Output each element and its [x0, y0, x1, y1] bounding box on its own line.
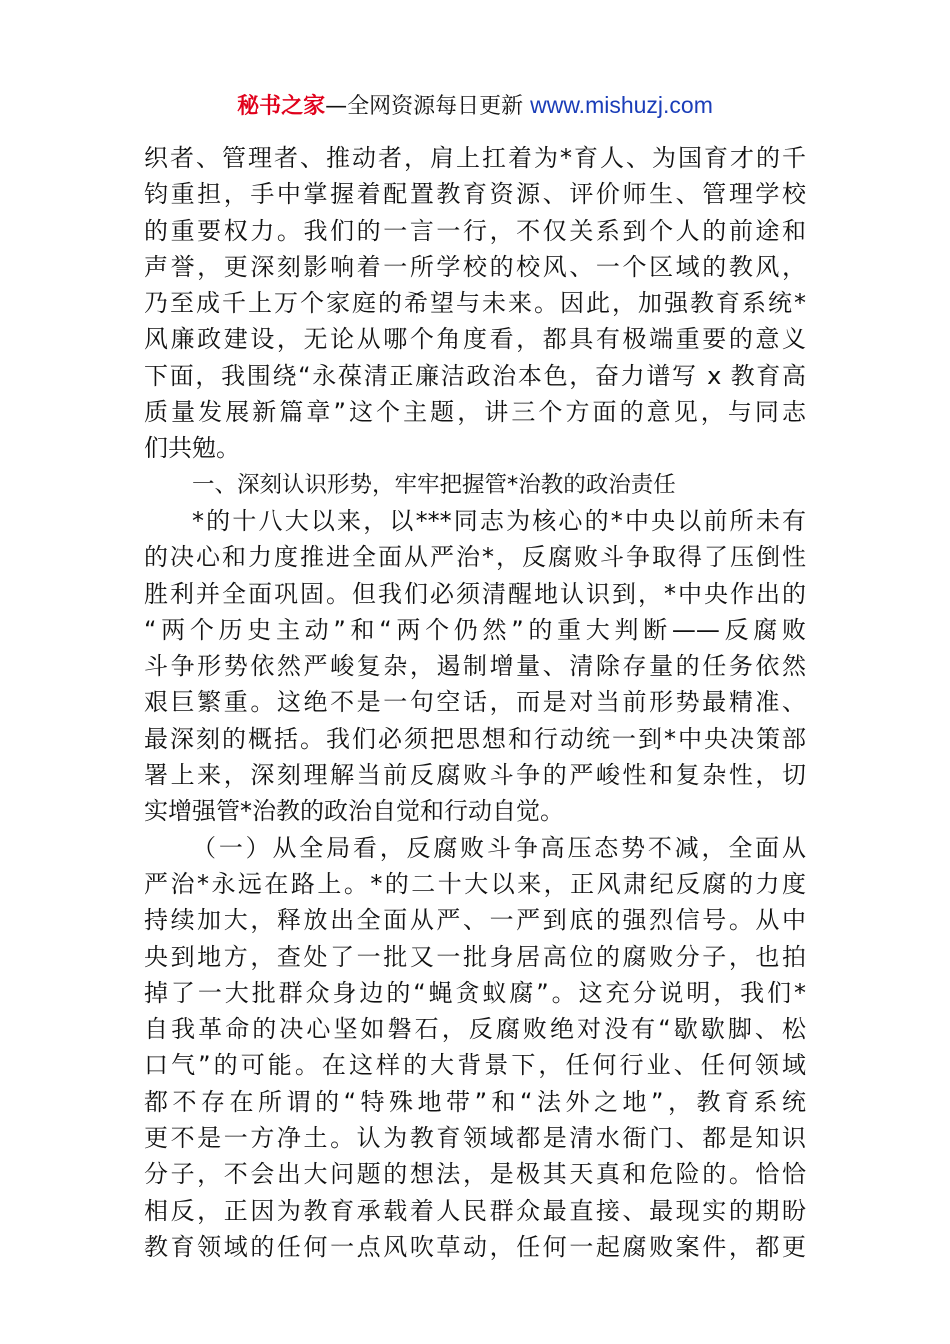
text-line: 艰巨繁重。这绝不是一句空话，而是对当前形势最精准、 [144, 688, 806, 717]
site-url-link[interactable]: www.mishuzj.com [530, 92, 713, 118]
text-line: 相反，正因为教育承载着人民群众最直接、最现实的期盼 [144, 1196, 806, 1225]
text-line: 持续加大，释放出全面从严、一严到底的强烈信号。从中 [144, 906, 806, 935]
text-line: 质量发展新篇章”这个主题，讲三个方面的意见，与同志 [144, 398, 806, 427]
text-line: 自我革命的决心坚如磐石，反腐败绝对没有“歇歇脚、松 [144, 1015, 806, 1044]
text-line: 织者、管理者、推动者，肩上扛着为*育人、为国育才的千 [144, 144, 806, 172]
text-line: 教育领域的任何一点风吹草动，任何一起腐败案件，都更 [144, 1232, 806, 1261]
text-line: 实增强管*治教的政治自觉和行动自觉。 [144, 797, 564, 826]
site-brand: 秘书之家 [237, 94, 326, 119]
site-tagline: —全网资源每日更新 [325, 94, 531, 119]
text-line: “两个历史主动”和“两个仍然”的重大判断——反腐败 [144, 615, 806, 644]
text-line: 钧重担，手中掌握着配置教育资源、评价师生、管理学校 [144, 180, 806, 209]
text-line: 风廉政建设，无论从哪个角度看，都具有极端重要的意义 [144, 325, 806, 354]
text-line: 最深刻的概括。我们必须把思想和行动统一到*中央决策部 [144, 724, 806, 753]
text-line: 胜利并全面巩固。但我们必须清醒地认识到，*中央作出的 [144, 579, 806, 608]
section-heading: 一、深刻认识形势，牢牢把握管*治教的政治责任 [192, 471, 676, 498]
text-line: 斗争形势依然严峻复杂，遏制增量、清除存量的任务依然 [144, 652, 806, 681]
text-line: （一）从全局看，反腐败斗争高压态势不减，全面从 [192, 833, 806, 862]
text-line: 掉了一大批群众身边的“蝇贪蚁腐”。这充分说明，我们* [144, 978, 806, 1007]
text-line: 们共勉。 [144, 434, 240, 463]
text-line: 口气”的可能。在这样的大背景下，任何行业、任何领域 [144, 1051, 806, 1080]
text-line: 的决心和力度推进全面从严治*，反腐败斗争取得了压倒性 [144, 543, 806, 572]
text-line: 署上来，深刻理解当前反腐败斗争的严峻性和复杂性，切 [144, 761, 806, 790]
text-line: 的重要权力。我们的一言一行，不仅关系到个人的前途和 [144, 216, 806, 245]
text-line: 乃至成千上万个家庭的希望与未来。因此，加强教育系统* [144, 289, 806, 318]
text-line: 下面，我围绕“永葆清正廉洁政治本色，奋力谱写 x 教育高 [144, 361, 806, 390]
text-line: 都不存在所谓的“特殊地带”和“法外之地”，教育系统 [144, 1087, 806, 1116]
text-line: 严治*永远在路上。*的二十大以来，正风肃纪反腐的力度 [144, 869, 806, 898]
text-line: 央到地方，查处了一批又一批身居高位的腐败分子，也拍 [144, 942, 806, 971]
site-header [0, 88, 950, 124]
text-line: *的十八大以来，以***同志为核心的*中央以前所未有 [192, 506, 806, 535]
document-body [144, 140, 806, 1265]
text-line: 分子，不会出大问题的想法，是极其天真和危险的。恰恰 [144, 1160, 806, 1189]
text-line: 声誉，更深刻影响着一所学校的校风、一个区域的教风， [144, 252, 806, 281]
text-line: 更不是一方净土。认为教育领域都是清水衙门、都是知识 [144, 1124, 806, 1153]
